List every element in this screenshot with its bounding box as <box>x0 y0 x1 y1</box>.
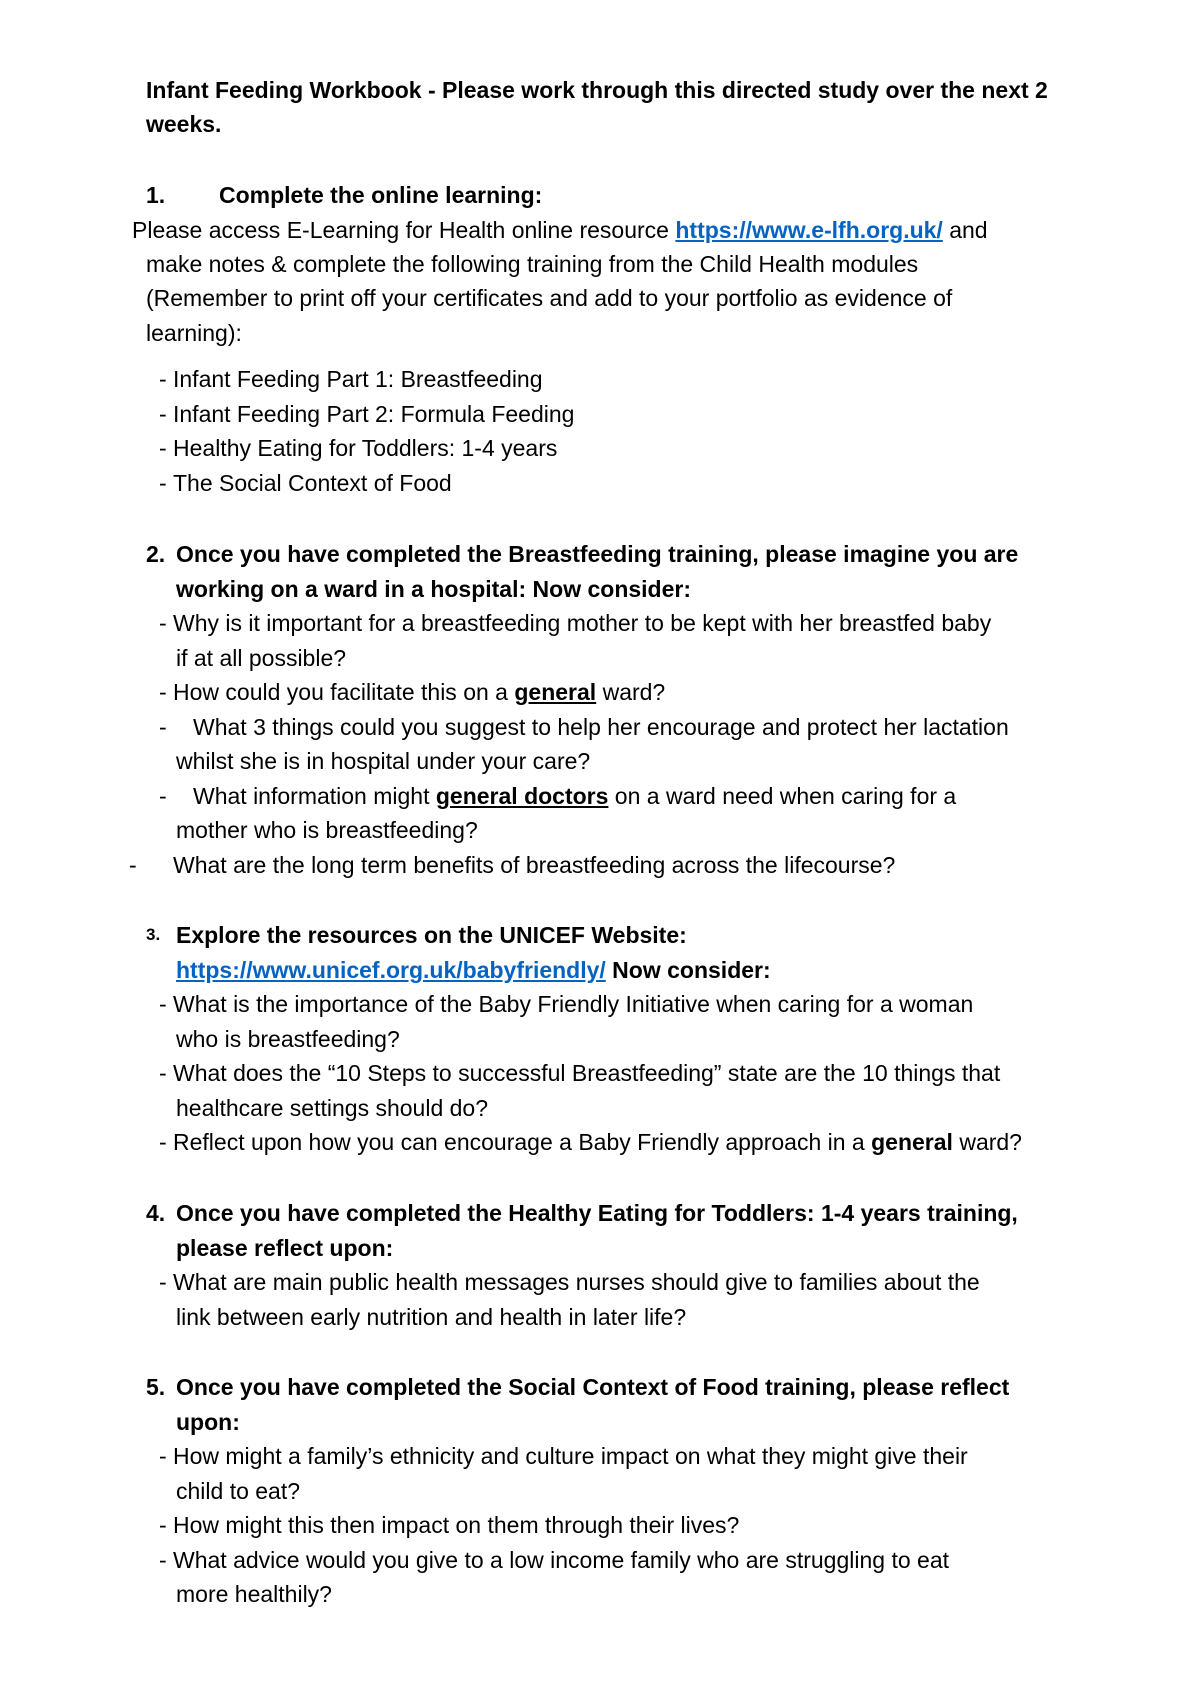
list-item-continuation: healthcare settings should do? <box>176 1095 488 1121</box>
list-item: - Why is it important for a breastfeeding mother to be kept with her breastfed baby <box>159 610 992 636</box>
list-item: - What does the “10 Steps to successful Breastfeeding” state are the 10 things that <box>159 1060 1001 1086</box>
list-item: - What is the importance of the Baby Friendly Initiative when caring for a woman <box>159 991 974 1017</box>
section-4-heading-line-2: please reflect upon: <box>176 1235 394 1261</box>
section-4-heading-line-1: Once you have completed the Healthy Eating for Toddlers: 1-4 years training, <box>176 1200 1018 1226</box>
section-1-intro-line-4: learning): <box>146 320 242 346</box>
list-item: - Infant Feeding Part 2: Formula Feeding <box>159 401 575 427</box>
section-5-heading-line-1: Once you have completed the Social Context of Food training, please reflect <box>176 1374 1010 1400</box>
section-3-number: 3. <box>146 925 161 944</box>
section-5-number: 5. <box>146 1374 166 1400</box>
list-item: - Infant Feeding Part 1: Breastfeeding <box>159 366 543 392</box>
section-1-number: 1. <box>146 182 166 208</box>
section-2-heading-line-1: Once you have completed the Breastfeeding training, please imagine you are <box>176 541 1019 567</box>
list-item: - Healthy Eating for Toddlers: 1-4 years <box>159 435 558 461</box>
section-1-intro-line-3: (Remember to print off your certificates and add to your portfolio as evidence of <box>146 285 953 311</box>
emphasis-general: general <box>871 1129 953 1155</box>
list-item: - How might a family’s ethnicity and culture impact on what they might give their <box>159 1443 968 1469</box>
section-1-intro-line-1 <box>132 215 988 245</box>
list-item-continuation: if at all possible? <box>176 645 347 671</box>
list-item-continuation: more healthily? <box>176 1581 332 1607</box>
list-item-continuation: child to eat? <box>176 1478 301 1504</box>
section-2-heading-line-2: working on a ward in a hospital: Now consider: <box>176 576 691 602</box>
list-item-continuation: who is breastfeeding? <box>176 1026 400 1052</box>
doc-title-line-1: Infant Feeding Workbook - Please work through this directed study over the next 2 <box>146 77 1048 103</box>
unicef-link[interactable]: https://www.unicef.org.uk/babyfriendly/ <box>176 957 606 983</box>
list-item: - What are main public health messages nurses should give to families about the <box>159 1269 980 1295</box>
list-item: - What advice would you give to a low income family who are struggling to eat <box>159 1547 950 1573</box>
emphasis-general: general <box>514 679 597 705</box>
section-1-heading: Complete the online learning: <box>219 182 543 208</box>
section-1-intro-line-2: make notes & complete the following training from the Child Health modules <box>146 251 919 277</box>
list-item: - What are the long term benefits of breastfeeding across the lifecourse? <box>129 852 896 878</box>
section-4-number: 4. <box>146 1200 166 1226</box>
list-item: - What information might general doctors on a ward need when caring for a <box>159 783 957 809</box>
elfh-link[interactable]: https://www.e-lfh.org.uk/ <box>675 217 943 243</box>
section-3-heading: Explore the resources on the UNICEF Website: <box>176 922 687 948</box>
list-item: - Reflect upon how you can encourage a Baby Friendly approach in a general ward? <box>159 1129 1022 1155</box>
list-item: - The Social Context of Food <box>159 470 452 496</box>
emphasis-general-doctors: general doctors <box>435 783 609 809</box>
list-item-continuation: mother who is breastfeeding? <box>176 817 478 843</box>
list-item-continuation: link between early nutrition and health in later life? <box>176 1304 687 1330</box>
list-item: - What 3 things could you suggest to help her encourage and protect her lactation <box>159 714 1009 740</box>
list-item: - How might this then impact on them through their lives? <box>159 1512 740 1538</box>
list-item: - How could you facilitate this on a general ward? <box>159 679 666 705</box>
doc-title-line-2: weeks. <box>146 111 222 137</box>
section-5-heading-line-2: upon: <box>176 1409 240 1435</box>
section-2-number: 2. <box>146 541 166 567</box>
list-item-continuation: whilst she is in hospital under your care? <box>176 748 591 774</box>
intro-text-end: and <box>942 217 988 243</box>
section-3-link-line: https://www.unicef.org.uk/babyfriendly/ Now consider: <box>176 957 771 983</box>
intro-text: Please access E-Learning for Health online resource <box>132 217 676 243</box>
